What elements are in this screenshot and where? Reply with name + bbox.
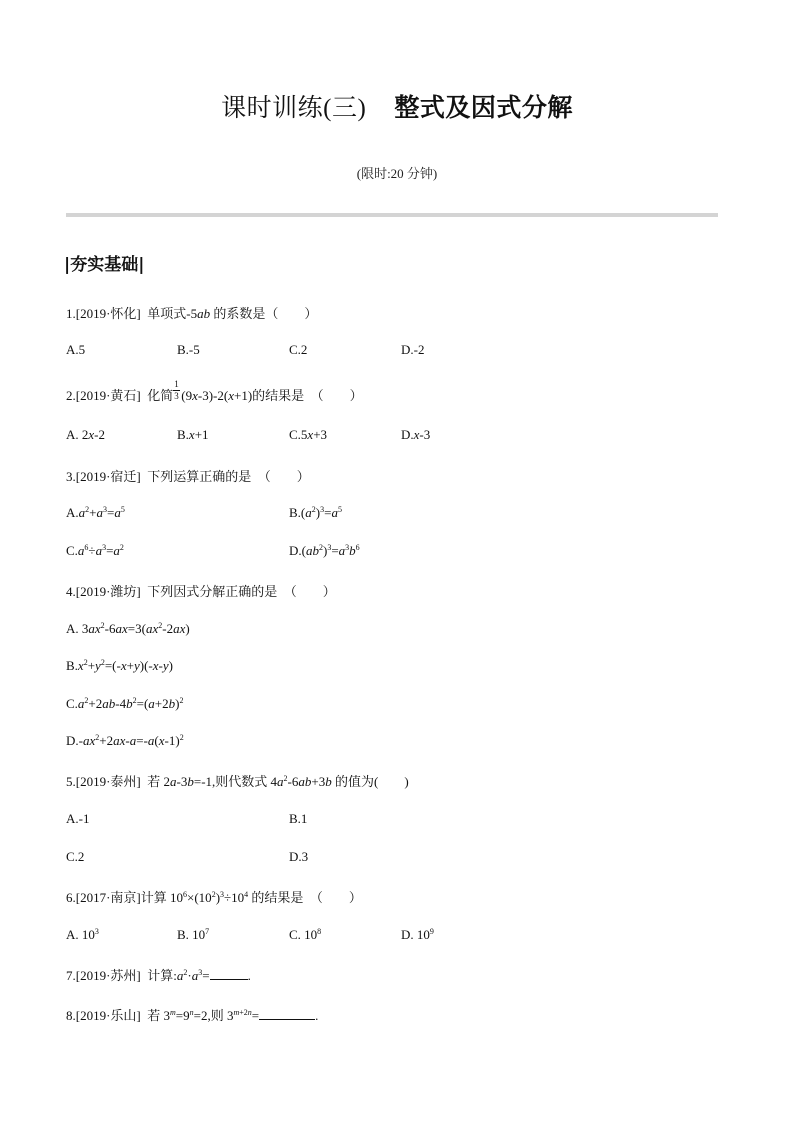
question-source: 8.[2019·乐山] <box>66 1008 141 1023</box>
question-5-options-row2 <box>66 849 726 867</box>
question-8: 8.[2019·乐山] 若 $3^m=9^n=2$,则 $3^{m+2n}=$ . <box>66 1008 319 1023</box>
question-tail: 的结果是 （ ） <box>251 890 362 905</box>
question-source: 5.[2019·泰州] <box>66 774 141 789</box>
title-topic: 整式及因式分解 <box>394 93 573 122</box>
question-text: 计算: <box>147 968 177 983</box>
option-d: D.3 <box>289 849 309 864</box>
option-a: A. $10^3$ <box>66 927 99 942</box>
option-b: B. $10^7$ <box>177 927 210 942</box>
question-5-options-row1 <box>66 811 726 829</box>
question-source: 6.[2017·南京] <box>66 890 141 905</box>
divider <box>66 213 718 217</box>
option-c: C. $10^8$ <box>289 927 322 942</box>
option-a: A. 2x-2 <box>66 427 106 442</box>
option-b: $B.(a^2)^3=a^5$ <box>289 505 342 520</box>
option-c: C.2 <box>289 342 308 357</box>
question-text: 下列因式分解正确的是 （ ） <box>147 584 336 599</box>
option-c: C.5x+3 <box>289 427 328 442</box>
option-c: $C.a^6\div a^3=a^2$ <box>66 543 124 558</box>
question-text: 若 3 <box>147 1008 171 1023</box>
question-tail: 的结果是 （ ） <box>252 388 363 403</box>
option-d: D.x-3 <box>401 427 431 442</box>
question-text-mid: 则 3 <box>210 1008 234 1023</box>
question-text: 下列运算正确的是 （ ） <box>147 469 310 484</box>
question-source: 7.[2019·苏州] <box>66 968 141 983</box>
question-3-options-row2 <box>66 543 726 561</box>
question-tail: 的系数是（ ） <box>213 306 318 321</box>
answer-blank[interactable] <box>210 969 248 980</box>
option-d: D.-2 <box>401 342 425 357</box>
page-title <box>0 88 794 124</box>
option-d: $D.(ab^2)^3=a^3b^6$ <box>289 543 360 558</box>
question-4 <box>66 581 336 600</box>
option-a: $A.a^2+a^3=a^5$ <box>66 505 125 520</box>
option-a: A.5 <box>66 342 86 357</box>
question-5: 5.[2019·泰州] 若 2a-3b=-1,则代数式 $4a^2-6ab+3b$ 的值为( ) <box>66 774 409 789</box>
question-source: 2.[2019·黄石] <box>66 388 141 403</box>
option-a: A. $3ax^2-6ax=3(ax^2-2ax)$ <box>66 621 190 636</box>
question-1 <box>66 303 317 322</box>
question-6: 6.[2017·南京]计算 $10^6\times(10^2)^3\div 10^4$ 的结果是 （ ） <box>66 890 362 905</box>
option-b: B.x+1 <box>177 427 209 442</box>
question-3-options-row1 <box>66 505 726 523</box>
question-6-options <box>66 927 726 945</box>
question-text: 若 2 <box>147 774 171 789</box>
question-2: 2.[2019·黄石] 化简 $\frac{1}{3}$ (9x-3)-2(x+1)的结果是 （ ） <box>66 379 363 403</box>
answer-blank[interactable] <box>259 1009 315 1020</box>
title-main: 课时训练(三) <box>221 95 367 122</box>
option-d: $D.-ax^2+2ax-a=-a(x-1)^2$ <box>66 733 184 748</box>
question-1-options <box>66 342 726 360</box>
option-b: $B.x^2+y^2=(-x+y)(-x-y)$ <box>66 658 173 673</box>
question-source: 3.[2019·宿迁] <box>66 469 141 484</box>
option-c: C.2 <box>66 849 85 864</box>
question-7: 7.[2019·苏州] 计算$:a^2\cdot a^3=$ . <box>66 968 251 983</box>
question-source: 4.[2019·潍坊] <box>66 584 141 599</box>
option-d: D. $10^9$ <box>401 927 434 942</box>
question-text: 计算 10 <box>140 890 184 905</box>
option-b: B.-5 <box>177 342 200 357</box>
section-heading: |夯实基础| <box>64 255 145 275</box>
option-a: A.-1 <box>66 811 90 826</box>
time-limit: (限时:20 分钟) <box>356 166 438 181</box>
question-text: 单项式-5 <box>147 306 198 321</box>
question-text-mid: 则代数式 4 <box>215 774 278 789</box>
question-2-options <box>66 427 726 445</box>
question-tail: 的值为( ) <box>334 774 409 789</box>
question-source: 1.[2019·怀化] <box>66 306 141 321</box>
question-text: 化简 <box>147 388 174 403</box>
option-c: $C.a^2+2ab-4b^2=(a+2b)^2$ <box>66 696 184 711</box>
fraction: $\frac{1}{3}$ <box>174 379 179 401</box>
question-3 <box>66 466 310 485</box>
option-b: B.1 <box>289 811 308 826</box>
question-var: ab <box>197 306 211 321</box>
